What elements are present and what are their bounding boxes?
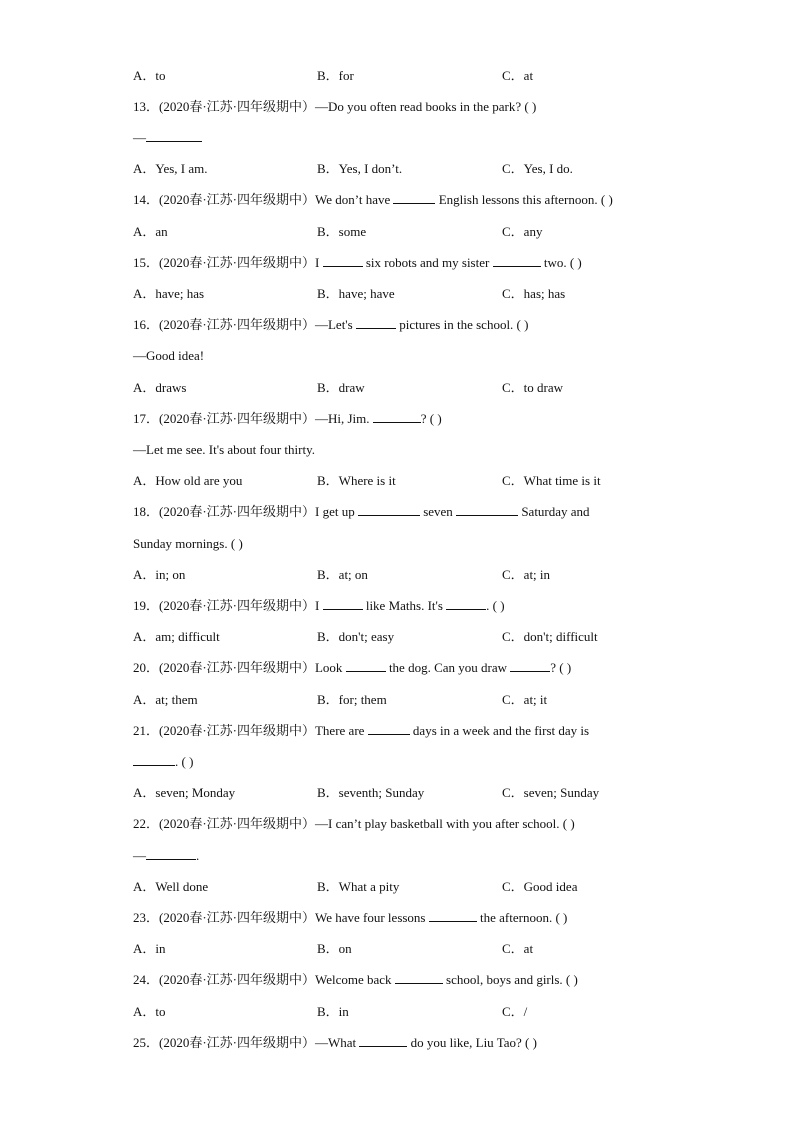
option-b: B．Yes, I don’t. — [317, 161, 403, 176]
question-text: the dog. Can you draw — [385, 660, 511, 675]
answer-blank[interactable] — [373, 409, 421, 423]
answer-options-q16 — [133, 378, 694, 398]
question-text: Sunday mornings. ( ) — [133, 536, 243, 551]
answer-blank[interactable] — [446, 596, 486, 610]
question-text: . ( ) — [486, 598, 505, 613]
question-text: pictures in the school. ( ) — [395, 317, 529, 332]
option-b: B．What a pity — [317, 879, 400, 894]
question-text: 19．(2020春·江苏·四年级期中）I — [133, 598, 323, 613]
question-16 — [133, 315, 694, 335]
option-c: C．any — [502, 224, 543, 239]
answer-options-q24 — [133, 1002, 694, 1022]
answer-options-q18 — [133, 565, 694, 585]
option-c: C．/ — [502, 1004, 528, 1019]
answer-blank[interactable] — [429, 908, 477, 922]
question-text: English lessons this afternoon. ( ) — [435, 192, 613, 207]
question-text: 18．(2020春·江苏·四年级期中）I get up — [133, 504, 358, 519]
answer-options-q23 — [133, 939, 694, 959]
question-text: . — [196, 848, 200, 863]
question-text: ? ( ) — [420, 411, 442, 426]
answer-blank[interactable] — [368, 721, 410, 735]
answer-options-q22 — [133, 877, 694, 897]
question-18-continued — [133, 534, 694, 554]
option-c: C．has; has — [502, 286, 566, 301]
question-text: Saturday and — [518, 504, 590, 519]
option-c: C．at — [502, 941, 534, 956]
option-a: A．to — [133, 1004, 166, 1019]
answer-line-q13 — [133, 128, 694, 148]
option-a: A．at; them — [133, 692, 198, 707]
question-22 — [133, 814, 694, 834]
question-text: six robots and my sister — [362, 255, 493, 270]
option-a: A．draws — [133, 380, 187, 395]
question-text: . ( ) — [175, 754, 194, 769]
response-text: —Let me see. It's about four thirty. — [133, 442, 316, 457]
option-b: B．draw — [317, 380, 365, 395]
answer-blank[interactable] — [356, 315, 396, 329]
question-text: ? ( ) — [550, 660, 572, 675]
question-17 — [133, 409, 694, 429]
question-text: do you like, Liu Tao? ( ) — [407, 1035, 537, 1050]
response-line-q17 — [133, 440, 694, 460]
question-text: 16．(2020春·江苏·四年级期中）—Let's — [133, 317, 356, 332]
question-text: like Maths. It's — [362, 598, 447, 613]
option-c: C．Good idea — [502, 879, 578, 894]
answer-options-q14 — [133, 222, 694, 242]
answer-blank[interactable] — [133, 752, 175, 766]
option-a: A．am; difficult — [133, 629, 220, 644]
question-text: 15．(2020春·江苏·四年级期中）I — [133, 255, 323, 270]
option-a: A．have; has — [133, 286, 205, 301]
option-a: A．in; on — [133, 567, 186, 582]
response-text: —Good idea! — [133, 348, 205, 363]
dash: — — [133, 130, 146, 145]
answer-options-q15 — [133, 284, 694, 304]
option-b: B．for; them — [317, 692, 387, 707]
option-b: B．Where is it — [317, 473, 396, 488]
answer-blank[interactable] — [346, 658, 386, 672]
option-a: A．How old are you — [133, 473, 243, 488]
question-text: 25．(2020春·江苏·四年级期中）—What — [133, 1035, 360, 1050]
option-b: B．seventh; Sunday — [317, 785, 425, 800]
question-text: 24．(2020春·江苏·四年级期中）Welcome back — [133, 972, 395, 987]
option-b: B．for — [317, 68, 354, 83]
question-text: two. ( ) — [540, 255, 582, 270]
question-20 — [133, 658, 694, 678]
question-text: 14．(2020春·江苏·四年级期中）We don’t have — [133, 192, 394, 207]
question-23 — [133, 908, 694, 928]
question-19 — [133, 596, 694, 616]
option-a: A．seven; Monday — [133, 785, 236, 800]
question-21 — [133, 721, 694, 741]
question-text: 20．(2020春·江苏·四年级期中）Look — [133, 660, 346, 675]
answer-blank[interactable] — [358, 502, 420, 516]
answer-blank[interactable] — [323, 253, 363, 267]
answer-options-q17 — [133, 471, 694, 491]
option-b: B．in — [317, 1004, 349, 1019]
answer-blank[interactable] — [395, 970, 443, 984]
option-c: C．seven; Sunday — [502, 785, 600, 800]
option-c: C．at; in — [502, 567, 551, 582]
answer-blank[interactable] — [359, 1033, 407, 1047]
question-15 — [133, 253, 694, 273]
question-14 — [133, 190, 694, 210]
question-text: the afternoon. ( ) — [476, 910, 568, 925]
option-b: B．don't; easy — [317, 629, 395, 644]
question-text: 22．(2020春·江苏·四年级期中）—I can’t play basketball with you after school. ( ) — [133, 816, 575, 831]
question-text: seven — [419, 504, 457, 519]
answer-blank[interactable] — [510, 658, 550, 672]
question-13 — [133, 97, 694, 117]
question-18 — [133, 502, 694, 522]
option-b: B．some — [317, 224, 367, 239]
option-c: C．to draw — [502, 380, 564, 395]
option-a: A．to — [133, 68, 166, 83]
option-a: A．Well done — [133, 879, 209, 894]
answer-options-q13 — [133, 159, 694, 179]
answer-options-q12 — [133, 66, 694, 86]
question-24 — [133, 970, 694, 990]
answer-blank[interactable] — [456, 502, 518, 516]
answer-options-q20 — [133, 690, 694, 710]
question-25 — [133, 1033, 694, 1053]
question-text: 17．(2020春·江苏·四年级期中）—Hi, Jim. — [133, 411, 373, 426]
answer-line-q22 — [133, 846, 694, 866]
option-c: C．Yes, I do. — [502, 161, 573, 176]
option-c: C．don't; difficult — [502, 629, 598, 644]
response-line-q16 — [133, 346, 694, 366]
question-text: days in a week and the first day is — [409, 723, 590, 738]
option-c: C．at — [502, 68, 534, 83]
option-b: B．on — [317, 941, 352, 956]
question-text: 23．(2020春·江苏·四年级期中）We have four lessons — [133, 910, 429, 925]
dash: — — [133, 848, 146, 863]
answer-blank[interactable] — [146, 128, 202, 142]
option-b: B．at; on — [317, 567, 368, 582]
question-text: 13．(2020春·江苏·四年级期中）—Do you often read books in the park? ( ) — [133, 99, 537, 114]
option-c: C．at; it — [502, 692, 548, 707]
answer-blank[interactable] — [146, 846, 196, 860]
answer-blank[interactable] — [393, 190, 435, 204]
question-text: 21．(2020春·江苏·四年级期中）There are — [133, 723, 368, 738]
answer-blank[interactable] — [493, 253, 541, 267]
option-c: C．What time is it — [502, 473, 601, 488]
option-a: A．an — [133, 224, 168, 239]
answer-blank[interactable] — [323, 596, 363, 610]
option-b: B．have; have — [317, 286, 395, 301]
question-text: school, boys and girls. ( ) — [442, 972, 578, 987]
answer-options-q19 — [133, 627, 694, 647]
option-a: A．Yes, I am. — [133, 161, 208, 176]
option-a: A．in — [133, 941, 166, 956]
answer-options-q21 — [133, 783, 694, 803]
question-21-continued — [133, 752, 694, 772]
